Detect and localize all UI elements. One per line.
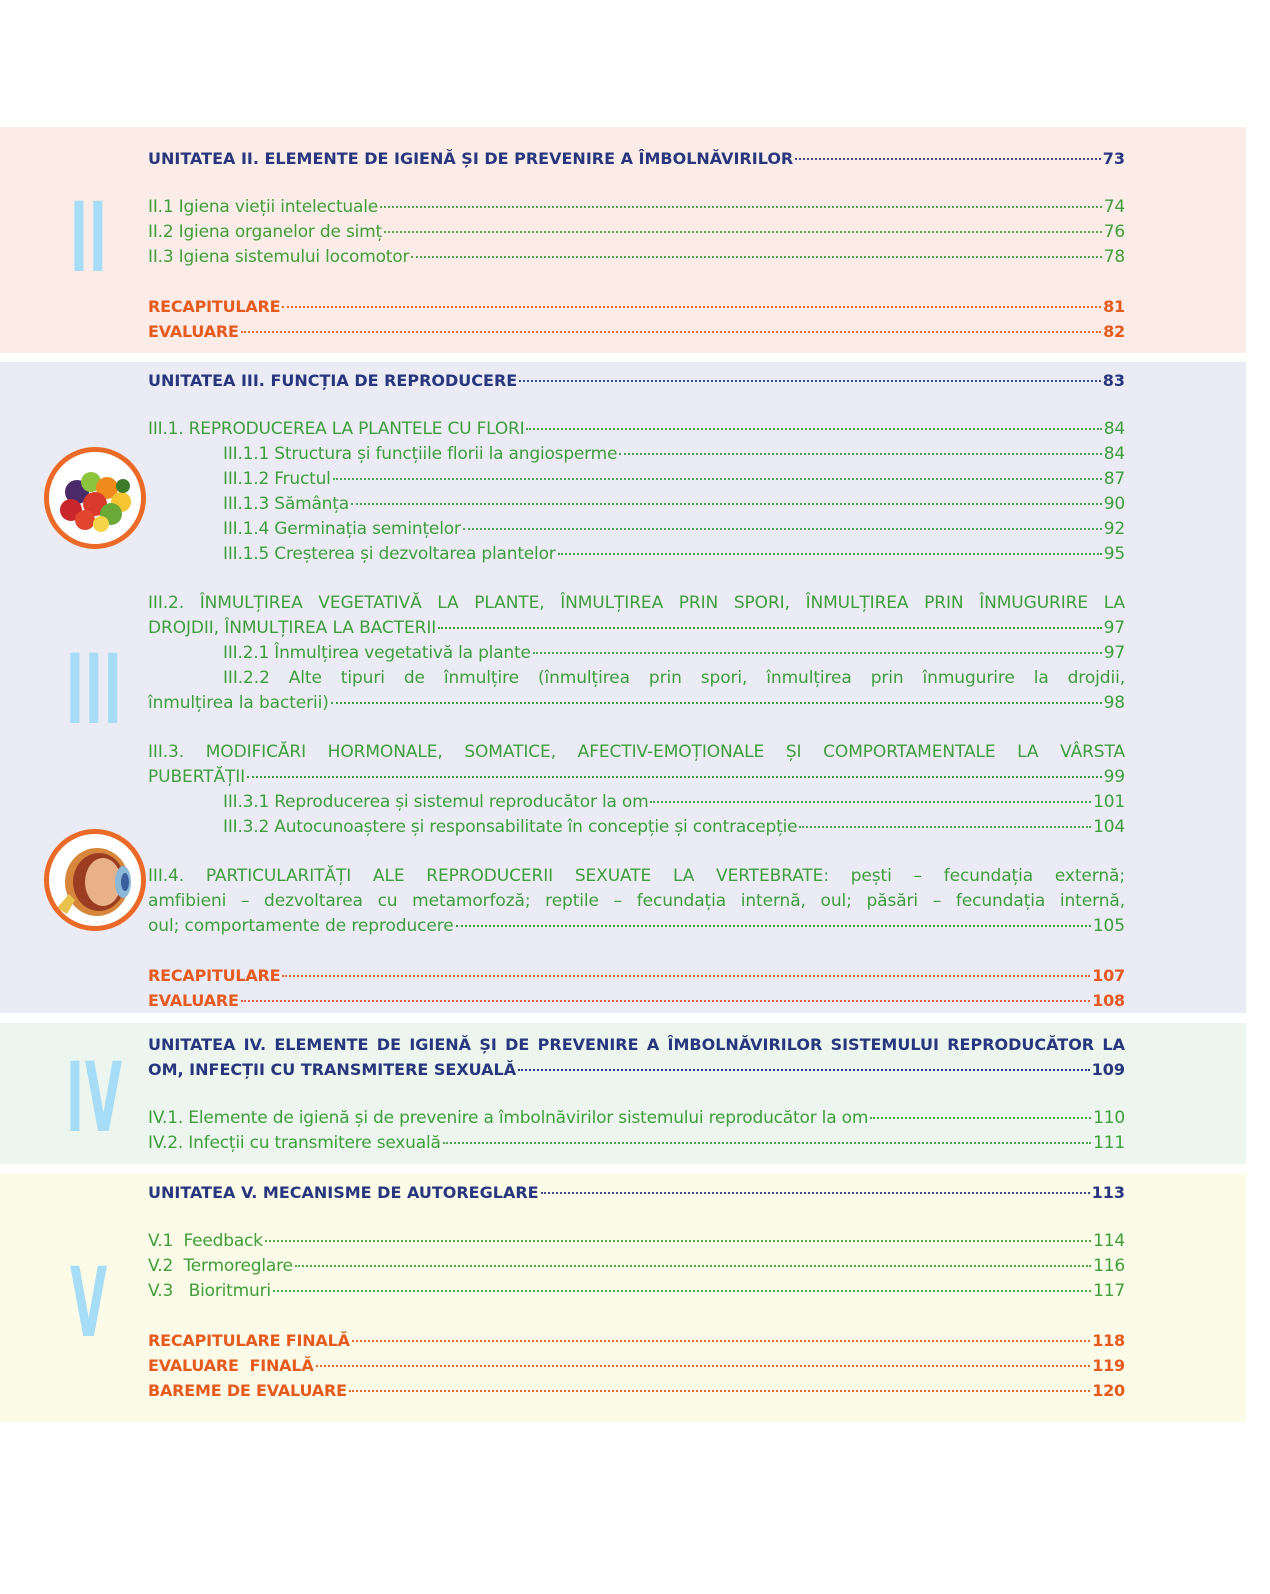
unit-3-numeral: III: [66, 634, 123, 746]
toc-entry[interactable]: II.3 Igiena sistemului locomotor 78: [148, 247, 1125, 267]
toc-entry[interactable]: III.2.2 Alte tipuri de înmulțire (înmulțirea prin spori, înmulțirea prin înmugurire la drojdii, înmulțirea la bacterii) 98: [148, 668, 1125, 713]
unit-4-numeral: IV: [66, 1042, 124, 1154]
eye-anatomy-icon: [44, 829, 146, 931]
toc-entry[interactable]: EVALUARE 108: [148, 991, 1125, 1010]
toc-entry[interactable]: III.1.2 Fructul 87: [223, 469, 1125, 489]
toc-entry[interactable]: II.1 Igiena vieții intelectuale 74: [148, 197, 1125, 217]
toc-entry[interactable]: UNITATEA III. FUNCȚIA DE REPRODUCERE 83: [148, 371, 1125, 390]
toc-entry[interactable]: UNITATEA IV. ELEMENTE DE IGIENĂ ȘI DE PREVENIRE A ÎMBOLNĂVIRILOR SISTEMULUI REPRODUCĂTOR LA OM, INFECȚII CU TRANSMITERE SEXUALĂ 109: [148, 1035, 1125, 1079]
toc-entry[interactable]: III.3. MODIFICĂRI HORMONALE, SOMATICE, AFECTIV-EMOȚIONALE ȘI COMPORTAMENTALE LA VÂRSTA PUBERTĂȚII 99: [148, 742, 1125, 787]
unit-5-numeral: V: [70, 1247, 109, 1359]
toc-entry[interactable]: III.3.1 Reproducerea și sistemul reproducător la om 101: [223, 792, 1125, 812]
toc-entry[interactable]: III.2.1 Înmulțirea vegetativă la plante 97: [223, 643, 1125, 663]
unit-2-toc: [148, 146, 1125, 344]
unit-2-numeral: II: [70, 182, 108, 294]
toc-entry[interactable]: IV.1. Elemente de igienă și de prevenire a îmbolnăvirilor sistemului reproducător la om 110: [148, 1108, 1125, 1128]
toc-entry[interactable]: BAREME DE EVALUARE 120: [148, 1381, 1125, 1400]
toc-entry[interactable]: III.1.5 Creșterea și dezvoltarea plantelor 95: [223, 544, 1125, 564]
unit-4-toc: [148, 1032, 1125, 1156]
toc-entry[interactable]: EVALUARE 82: [148, 322, 1125, 341]
toc-entry[interactable]: III.4. PARTICULARITĂȚI ALE REPRODUCERII SEXUATE LA VERTEBRATE: pești – fecundația externă; amfibieni – dezvoltarea cu metamorfoză; reptile – fecundația internă, oul; păsări – fecundația internă, oul; comportamente de reproducere 105: [148, 866, 1125, 936]
toc-entry[interactable]: RECAPITULARE FINALĂ 118: [148, 1331, 1125, 1350]
toc-entry[interactable]: III.1. REPRODUCEREA LA PLANTELE CU FLORI 84: [148, 419, 1125, 439]
toc-entry[interactable]: II.2 Igiena organelor de simț 76: [148, 222, 1125, 242]
toc-entry[interactable]: III.2. ÎNMULȚIREA VEGETATIVĂ LA PLANTE, ÎNMULȚIREA PRIN SPORI, ÎNMULȚIREA PRIN ÎNMUGURIRE LA DROJDII, ÎNMULȚIREA LA BACTERII 97: [148, 593, 1125, 638]
unit-3-toc: [148, 368, 1125, 1013]
toc-entry[interactable]: III.1.4 Germinația semințelor 92: [223, 519, 1125, 539]
toc-entry[interactable]: EVALUARE FINALĂ 119: [148, 1356, 1125, 1375]
toc-entry[interactable]: UNITATEA II. ELEMENTE DE IGIENĂ ȘI DE PREVENIRE A ÎMBOLNĂVIRILOR 73: [148, 149, 1125, 168]
fruits-vegetables-icon: [44, 447, 146, 549]
toc-entry[interactable]: V.3 Bioritmuri 117: [148, 1281, 1125, 1301]
toc-entry[interactable]: V.1 Feedback 114: [148, 1231, 1125, 1251]
toc-entry[interactable]: III.3.2 Autocunoaștere și responsabilitate în concepție și contracepție 104: [223, 817, 1125, 837]
toc-entry[interactable]: UNITATEA V. MECANISME DE AUTOREGLARE 113: [148, 1183, 1125, 1202]
toc-entry[interactable]: IV.2. Infecții cu transmitere sexuală 111: [148, 1133, 1125, 1153]
toc-entry[interactable]: III.1.3 Sămânța 90: [223, 494, 1125, 514]
toc-entry[interactable]: V.2 Termoreglare 116: [148, 1256, 1125, 1276]
toc-entry[interactable]: RECAPITULARE 107: [148, 966, 1125, 985]
toc-entry[interactable]: III.1.1 Structura și funcțiile florii la angiosperme 84: [223, 444, 1125, 464]
toc-entry[interactable]: RECAPITULARE 81: [148, 297, 1125, 316]
unit-5-toc: [148, 1180, 1125, 1403]
